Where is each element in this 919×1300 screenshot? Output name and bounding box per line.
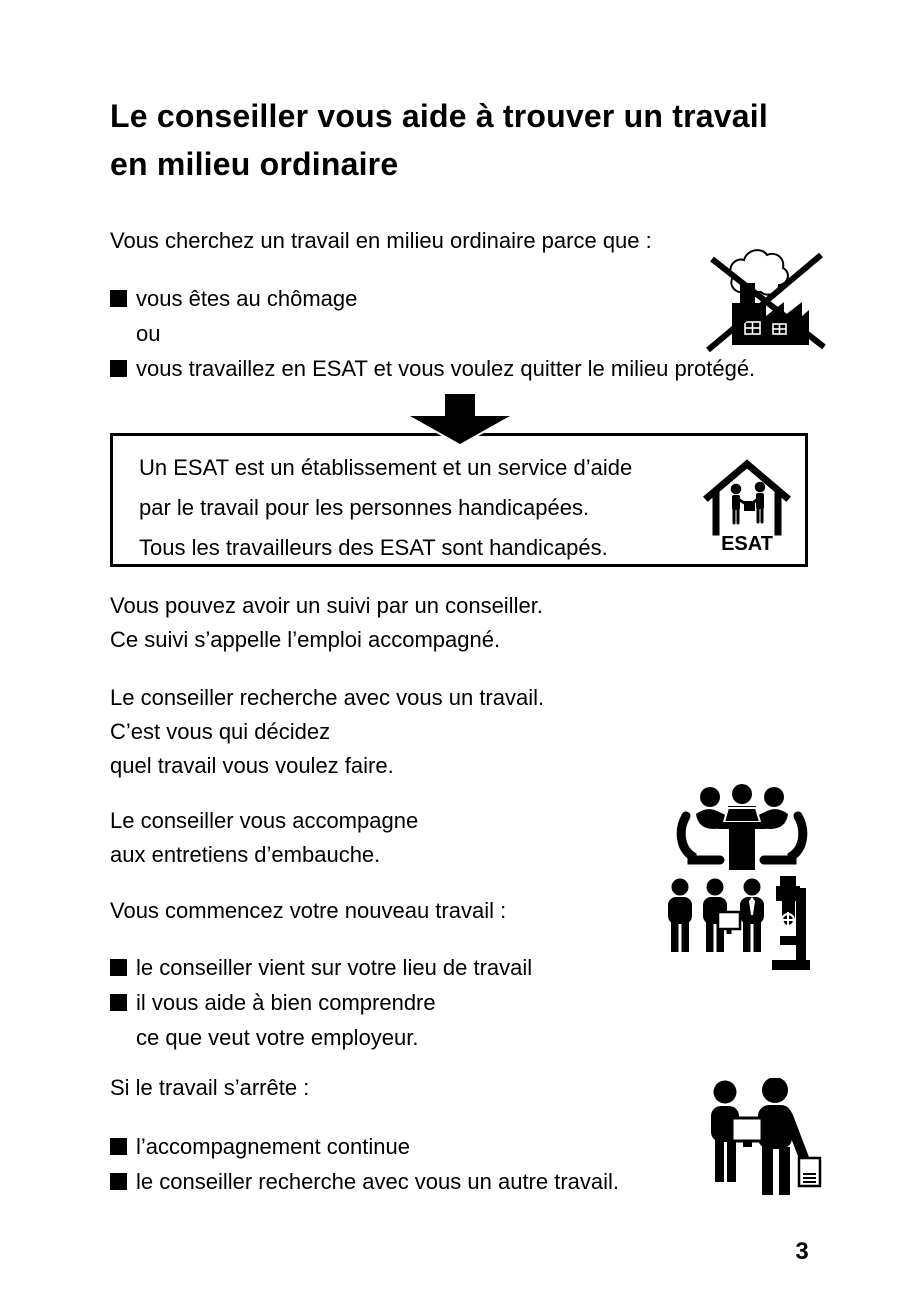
- list-item-label: l’accompagnement continue: [136, 1134, 410, 1159]
- support-icon: [696, 1078, 824, 1206]
- square-bullet-icon: [110, 1173, 127, 1190]
- list-item: [110, 950, 532, 985]
- square-bullet-icon: [110, 959, 127, 976]
- nouveau-list: [110, 950, 532, 1055]
- text-line: Le conseiller vous accompagne: [110, 808, 419, 833]
- paragraph-accompagne: [110, 804, 418, 872]
- list-item: [110, 1164, 619, 1199]
- esat-house-icon: [701, 450, 793, 554]
- list-item-label: le conseiller recherche avec vous un autre travail.: [136, 1169, 620, 1194]
- esat-icon-label: ESAT: [721, 533, 773, 554]
- list-item: [110, 1129, 619, 1164]
- intro-lead: Vous cherchez un travail en milieu ordinaire parce que :: [110, 228, 652, 253]
- text-line: Ce suivi s’appelle l’emploi accompagné.: [110, 627, 501, 652]
- text-line: Un ESAT est un établissement et un service d’aide: [139, 455, 633, 480]
- square-bullet-icon: [110, 994, 127, 1011]
- page-title-line2: en milieu ordinaire: [110, 146, 399, 182]
- text-line: quel travail vous voulez faire.: [110, 753, 394, 778]
- choice-list: [110, 281, 755, 386]
- page-number: 3: [795, 1238, 809, 1265]
- page-title: [110, 92, 870, 188]
- list-item: [110, 281, 755, 316]
- text-line: Tous les travailleurs des ESAT sont handicapés.: [139, 535, 608, 560]
- text-line: C’est vous qui décidez: [110, 719, 331, 744]
- job-interview-icon: [676, 784, 808, 872]
- list-item-label: le conseiller vient sur votre lieu de travail: [136, 955, 533, 980]
- square-bullet-icon: [110, 360, 127, 377]
- esat-definition-box: [110, 433, 808, 567]
- workplace-icon: [658, 876, 812, 974]
- esat-definition-text: [139, 448, 632, 568]
- paragraph-arret-lead: Si le travail s’arrête :: [110, 1075, 310, 1100]
- list-item-label: il vous aide à bien comprendre: [136, 990, 436, 1015]
- paragraph-suivi: [110, 589, 543, 657]
- list-item-continuation: ce que veut votre employeur.: [136, 1025, 419, 1050]
- list-item: [110, 351, 755, 386]
- arret-list: [110, 1129, 619, 1199]
- down-arrow-icon: [410, 394, 510, 446]
- square-bullet-icon: [110, 1138, 127, 1155]
- text-line: Vous pouvez avoir un suivi par un conseiller.: [110, 593, 543, 618]
- text-line: Le conseiller recherche avec vous un travail.: [110, 685, 545, 710]
- paragraph-recherche: [110, 681, 544, 783]
- square-bullet-icon: [110, 290, 127, 307]
- text-line: aux entretiens d’embauche.: [110, 842, 381, 867]
- list-item: [110, 985, 532, 1020]
- list-item-label: vous êtes au chômage: [136, 286, 358, 311]
- text-line: par le travail pour les personnes handicapées.: [139, 495, 590, 520]
- list-item-label: vous travaillez en ESAT et vous voulez quitter le milieu protégé.: [136, 356, 756, 381]
- paragraph-nouveau-lead: Vous commencez votre nouveau travail :: [110, 898, 507, 923]
- list-connector: ou: [136, 321, 161, 346]
- page-title-line1: Le conseiller vous aide à trouver un travail: [110, 98, 768, 134]
